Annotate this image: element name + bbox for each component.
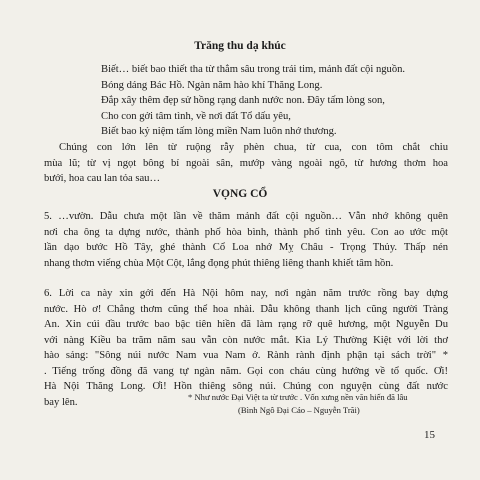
text-line: 6. Lời ca này xin gởi đến Hà Nội hôm nay, nơi ngàn năm trước rồng bay dựng <box>44 288 448 299</box>
text-line: nơi cha ông ta dựng nước, thành phố hòa bình, thành phố tình yêu. Con ao ước một <box>44 226 448 238</box>
page-number: 15 <box>424 429 435 441</box>
poem-block <box>101 62 405 140</box>
footnote <box>188 391 408 417</box>
poem-line: Cho con gởi tâm tình, về nơi đất Tổ dấu yêu, <box>101 110 291 122</box>
text-line: . Tiếng trống đồng đã vang tự ngàn năm. Gọi con cháu cùng hướng về tổ quốc. Ơi! <box>44 365 448 377</box>
poem-line: Đắp xây thêm đẹp sử hồng rạng danh nước non. Đây tấm lòng son, <box>101 95 385 106</box>
text-line: nhang thơm viếng chùa Một Cột, lắng đọng phút thiêng liêng thanh khiết tâm hồn. <box>44 257 394 269</box>
poem-line: Biết… biết bao thiết tha từ thẳm sâu trong trái tim, mảnh đất cội nguồn. <box>101 64 406 75</box>
text-line: Chúng con lớn lên từ ruộng rẫy phèn chua, từ cua, con tôm chắt chiu <box>59 142 448 153</box>
text-line: bưởi, hoa cau lan tỏa sau… <box>44 173 161 184</box>
text-line: hào sảng: "Sông núi nước Nam vua Nam ở. Rành rành định phận tại sách trời" * <box>44 350 448 361</box>
footnote-text: * Như nước Đại Việt ta từ trước . Vốn xưng nền văn hiến đã lâu <box>188 392 408 402</box>
paragraph-5 <box>44 209 448 271</box>
poem-line: Biết bao kỷ niệm tấm lòng miền Nam luôn nhớ thương. <box>101 126 337 137</box>
text-line: bay lên. <box>44 396 78 408</box>
poem-line: Bóng dáng Bác Hồ. Ngàn năm hào khí Thăng Long. <box>101 79 323 91</box>
text-line: mùa lũ; từ vị ngọt bông bí ngoài sân, mướp vàng ngoài ngõ, từ hương thơm hoa <box>44 157 448 169</box>
footnote-source: (Bình Ngô Đại Cáo – Nguyễn Trãi) <box>238 405 360 415</box>
text-line: Hà Nội Thăng Long. Ơi! Hồn thiêng sông núi. Chúng con nguyện cùng đất nước <box>44 381 448 392</box>
intro-paragraph <box>44 140 448 187</box>
section-title: VỌNG CỔ <box>212 188 268 200</box>
text-line: với nàng Kiều ba trăm năm sau vẫn còn nước mắt. Kìa Lý Thường Kiệt với lời thơ <box>44 334 448 346</box>
text-line: lần dạo bước Hồ Tây, ghé thành Cổ Loa nhớ Mỵ Châu - Trọng Thủy. Thấp nén <box>44 242 448 253</box>
text-line: An. Xin cúi đầu trước bao bậc tiên hiền đã làm rạng rỡ quê hương, một Nguyễn Du <box>44 319 448 330</box>
text-line: 5. …vườn. Dẫu chưa một lần về thăm mảnh đất cội nguồn… Vẫn nhớ không quên <box>44 211 448 222</box>
text-line: nước. Hò ơ! Chẳng thơm cũng thể hoa nhài. Dẫu không thanh lịch cũng người Tràng <box>44 303 448 315</box>
poem-title: Trăng thu dạ khúc <box>194 40 286 52</box>
